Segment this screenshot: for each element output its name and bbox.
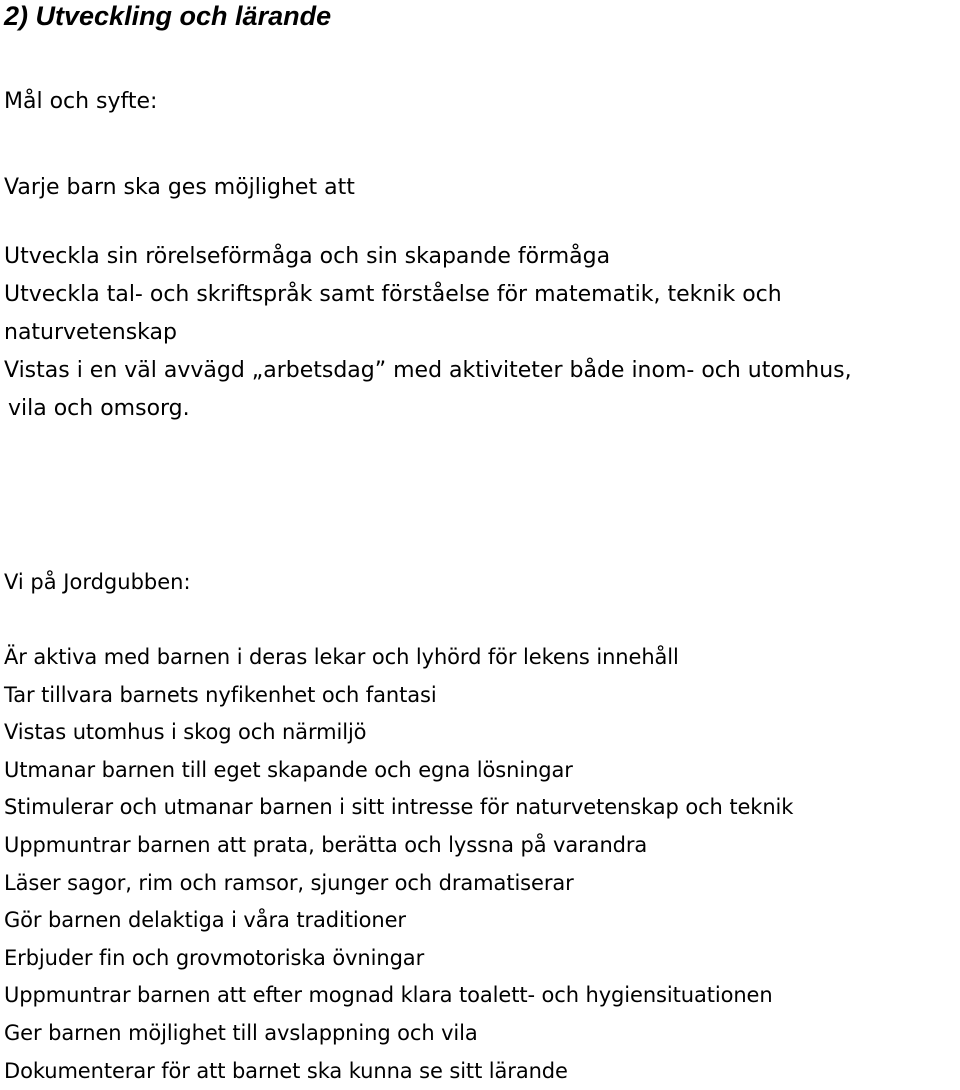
- we-item: Gör barnen delaktiga i våra traditioner: [4, 908, 406, 933]
- we-label: Vi på Jordgubben:: [4, 570, 191, 594]
- we-item: Uppmuntrar barnen att efter mognad klara toalett- och hygiensituationen: [4, 983, 773, 1008]
- goals-item: vila och omsorg.: [8, 396, 190, 421]
- we-item: Erbjuder fin och grovmotoriska övningar: [4, 945, 425, 970]
- section-heading: 2) Utveckling och lärande: [4, 1, 332, 31]
- we-item: Uppmuntrar barnen att prata, berätta och lyssna på varandra: [4, 832, 648, 857]
- goals-intro: Varje barn ska ges möjlighet att: [4, 175, 355, 200]
- goals-item: Utveckla tal- och skriftspråk samt förståelse för matematik, teknik och: [4, 282, 782, 307]
- we-item: Dokumenterar för att barnet ska kunna se sitt lärande: [4, 1058, 568, 1083]
- we-item: Ger barnen möjlighet till avslappning och vila: [4, 1020, 478, 1045]
- goals-item: naturvetenskap: [4, 320, 177, 345]
- we-item: Vistas utomhus i skog och närmiljö: [4, 720, 367, 745]
- we-list: [4, 639, 793, 1090]
- we-item: Är aktiva med barnen i deras lekar och lyhörd för lekens innehåll: [4, 645, 679, 669]
- goals-item: Utveckla sin rörelseförmåga och sin skapande förmåga: [4, 244, 611, 269]
- we-section: [4, 562, 793, 1090]
- goals-list: [4, 238, 852, 428]
- we-item: Läser sagor, rim och ramsor, sjunger och dramatiserar: [4, 870, 574, 895]
- we-item: Tar tillvara barnets nyfikenhet och fantasi: [4, 682, 437, 707]
- goals-item: Vistas i en väl avvägd „arbetsdag” med aktiviteter både inom- och utomhus,: [4, 358, 852, 383]
- we-item: Utmanar barnen till eget skapande och egna lösningar: [4, 757, 573, 782]
- we-item: Stimulerar och utmanar barnen i sitt intresse för naturvetenskap och teknik: [4, 795, 794, 820]
- goals-label: Mål och syfte:: [4, 89, 158, 114]
- goals-section: [4, 82, 852, 428]
